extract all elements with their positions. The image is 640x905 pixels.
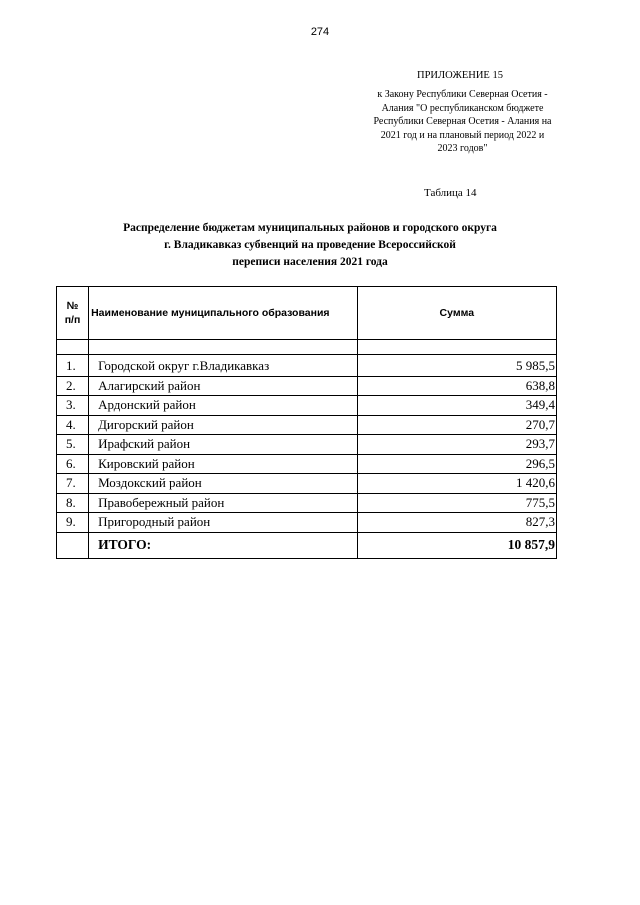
table-header-row bbox=[57, 287, 557, 340]
total-label: ИТОГО: bbox=[89, 532, 358, 558]
row-name: Дигорский район bbox=[89, 415, 358, 435]
title-line: переписи населения 2021 года bbox=[232, 256, 388, 268]
table-row bbox=[57, 474, 557, 494]
table-row bbox=[57, 376, 557, 396]
row-name: Ирафский район bbox=[89, 435, 358, 455]
row-num: 2. bbox=[57, 376, 89, 396]
row-num: 5. bbox=[57, 435, 89, 455]
row-num: 9. bbox=[57, 513, 89, 533]
row-name: Кировский район bbox=[89, 454, 358, 474]
row-sum: 638,8 bbox=[357, 376, 556, 396]
appendix-line: 2023 годов" bbox=[437, 143, 488, 154]
spacer-cell bbox=[57, 340, 89, 355]
appendix-line: 2021 год и на плановый период 2022 и bbox=[380, 129, 545, 141]
total-row bbox=[57, 532, 557, 558]
row-sum: 270,7 bbox=[357, 415, 556, 435]
title-line: г. Владикавказ субвенций на проведение Всероссийской bbox=[164, 239, 456, 251]
header-num-line: № bbox=[66, 300, 79, 312]
table-label: Таблица 14 bbox=[424, 187, 477, 199]
budget-table bbox=[56, 286, 557, 559]
row-name: Городской округ г.Владикавказ bbox=[89, 355, 358, 377]
appendix-text bbox=[355, 88, 570, 156]
title-line: Распределение бюджетам муниципальных районов и городского округа bbox=[123, 222, 497, 234]
row-sum: 5 985,5 bbox=[357, 355, 556, 377]
table-row bbox=[57, 513, 557, 533]
row-sum: 1 420,6 bbox=[357, 474, 556, 494]
row-name: Алагирский район bbox=[89, 376, 358, 396]
row-name: Ардонский район bbox=[89, 396, 358, 416]
table-row bbox=[57, 493, 557, 513]
appendix-title: ПРИЛОЖЕНИЕ 15 bbox=[417, 70, 503, 81]
header-sum: Сумма bbox=[357, 287, 556, 340]
table-row bbox=[57, 355, 557, 377]
row-sum: 349,4 bbox=[357, 396, 556, 416]
appendix-line: к Закону Республики Северная Осетия - bbox=[377, 89, 548, 100]
appendix-line: Алания "О республиканском бюджете bbox=[381, 102, 544, 114]
table-row bbox=[57, 396, 557, 416]
row-num: 4. bbox=[57, 415, 89, 435]
row-num: 1. bbox=[57, 355, 89, 377]
table-row bbox=[57, 454, 557, 474]
row-name: Моздокский район bbox=[89, 474, 358, 494]
header-name: Наименование муниципального образования bbox=[89, 287, 358, 340]
document-title bbox=[60, 220, 560, 271]
row-num: 7. bbox=[57, 474, 89, 494]
spacer-cell bbox=[89, 340, 358, 355]
appendix-line: Республики Северная Осетия - Алания на bbox=[373, 116, 552, 127]
header-num-line: п/п bbox=[64, 314, 81, 326]
spacer-cell bbox=[357, 340, 556, 355]
row-num: 3. bbox=[57, 396, 89, 416]
row-sum: 827,3 bbox=[357, 513, 556, 533]
header-num bbox=[57, 287, 89, 340]
row-sum: 775,5 bbox=[357, 493, 556, 513]
page-number: 274 bbox=[310, 26, 330, 38]
row-sum: 293,7 bbox=[357, 435, 556, 455]
table-row bbox=[57, 435, 557, 455]
table-row bbox=[57, 415, 557, 435]
spacer-row bbox=[57, 340, 557, 355]
row-num: 8. bbox=[57, 493, 89, 513]
total-num-cell bbox=[57, 532, 89, 558]
row-sum: 296,5 bbox=[357, 454, 556, 474]
row-name: Пригородный район bbox=[89, 513, 358, 533]
row-name: Правобережный район bbox=[89, 493, 358, 513]
total-sum: 10 857,9 bbox=[357, 532, 556, 558]
row-num: 6. bbox=[57, 454, 89, 474]
